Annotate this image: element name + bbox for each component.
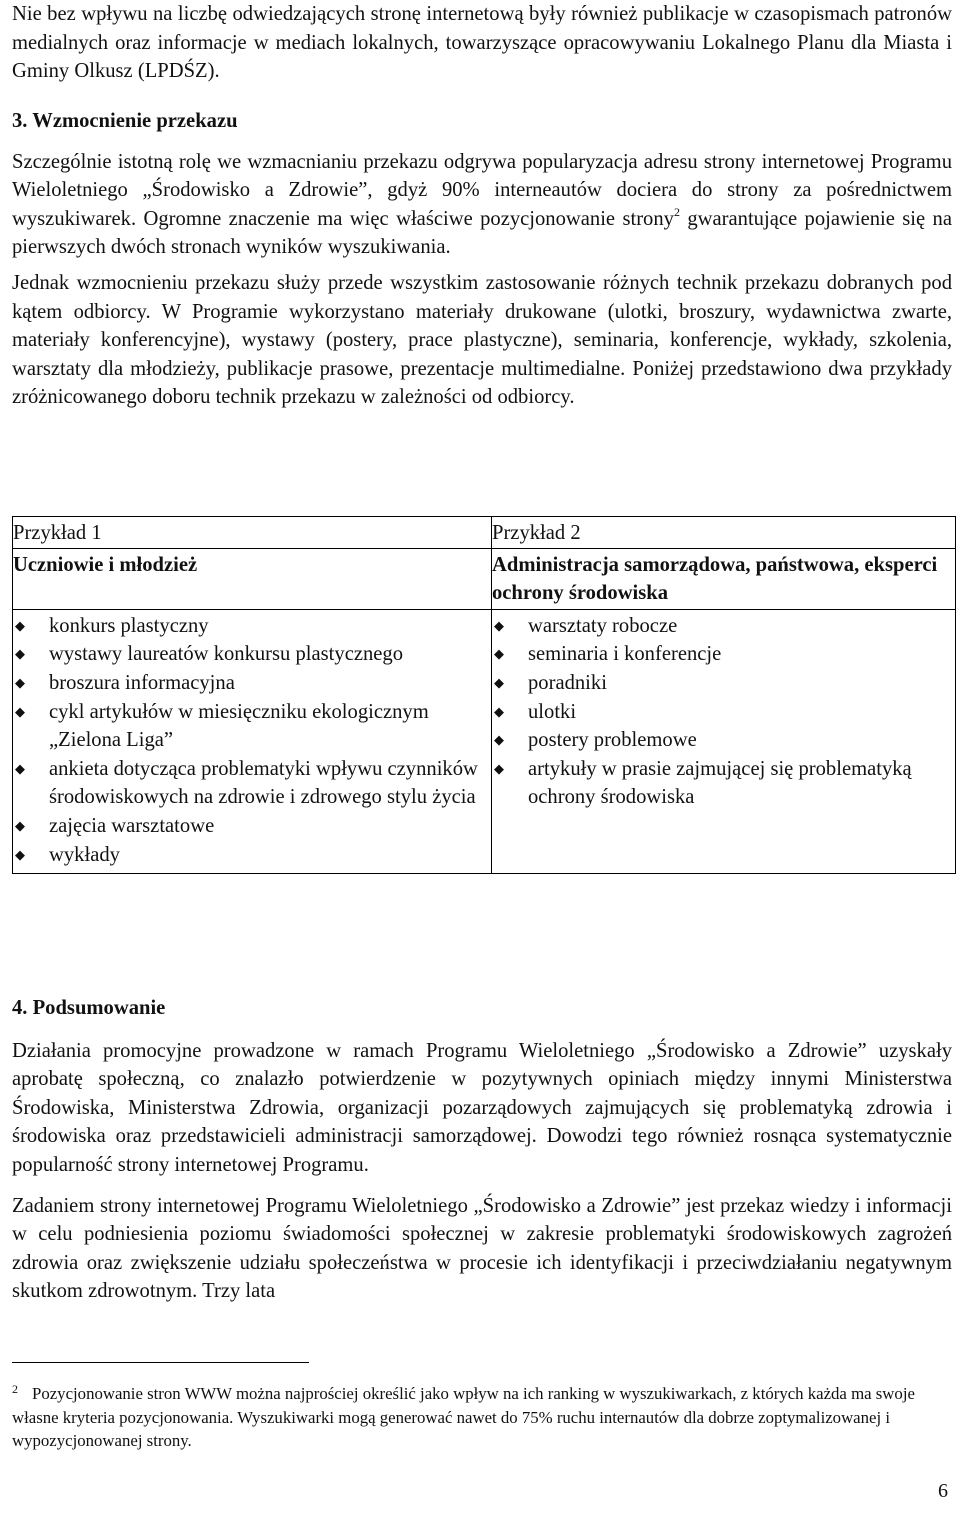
examples-audience-row: [13, 548, 956, 609]
example-1-audience: Uczniowie i młodzież: [13, 548, 492, 609]
list-item-text: poradniki: [528, 671, 607, 694]
list-item-text: warsztaty robocze: [528, 614, 678, 637]
example-2-audience: Administracja samorządowa, państwowa, eksperci ochrony środowiska: [492, 548, 956, 609]
list-item: [492, 755, 951, 812]
list-item: [492, 640, 951, 669]
list-item-text: konkurs plastyczny: [49, 614, 209, 637]
list-item-text: postery problemowe: [528, 729, 697, 752]
diamond-bullet-icon: ◆: [494, 674, 504, 690]
list-item-text: ankieta dotycząca problematyki wpływu czynników środowiskowych na zdrowie i zdrowego stylu życia: [49, 757, 478, 809]
example-1-title: Przykład 1: [13, 517, 492, 549]
list-item: [13, 755, 487, 812]
example-2-list-cell: [492, 609, 956, 873]
example-2-list: [492, 612, 951, 812]
diamond-bullet-icon: ◆: [15, 846, 25, 862]
list-item: [13, 640, 487, 669]
footnote-separator: [12, 1362, 309, 1363]
section-4-paragraph-2: Zadaniem strony internetowej Programu Wieloletniego „Środowisko a Zdrowie” jest przekaz wiedzy i informacji w celu podniesienia poziomu świadomości społecznej w zakresie problematyki środowiskowych zagrożeń zdrowia oraz zwiększenie udziału społeczeństwa w procesie ich identyfikacji i przeciwdziałaniu negatywnym skutkom zdrowotnym. Trzy lata: [12, 1194, 952, 1303]
diamond-bullet-icon: ◆: [494, 760, 504, 776]
diamond-bullet-icon: ◆: [15, 817, 25, 833]
list-item: [492, 726, 951, 755]
diamond-bullet-icon: ◆: [494, 703, 504, 719]
footnote: [12, 1378, 948, 1453]
list-item-text: broszura informacyjna: [49, 671, 235, 694]
list-item: [13, 812, 487, 841]
section-4-heading: 4. Podsumowanie: [12, 997, 166, 1019]
diamond-bullet-icon: ◆: [494, 646, 504, 662]
section-3-p1-text-end: gwarantujące pojawienie się na pierwszych dwóch stronach wyników wyszukiwania.: [12, 207, 952, 259]
section-3: [12, 107, 952, 412]
diamond-bullet-icon: ◆: [15, 674, 25, 690]
list-item-text: wykłady: [49, 843, 120, 866]
list-item: [13, 612, 487, 641]
section-3-p1-text: Szczególnie istotną rolę we wzmacnianiu przekazu odgrywa popularyzacja adresu strony internetowej Programu Wieloletniego „Środowisko a Zdrowie”, gdyż 90% interneautów dociera do strony za pośrednictwem wyszukiwarek. Ogromne znaczenie ma więc właściwe pozycjonowanie strony: [12, 150, 952, 230]
example-1-list: [13, 612, 487, 869]
list-item-text: artykuły w prasie zajmującej się problematyką ochrony środowiska: [528, 757, 912, 809]
examples-header-row: [13, 517, 956, 549]
diamond-bullet-icon: ◆: [15, 703, 25, 719]
footnote-text: Pozycjonowanie stron WWW można najprościej określić jako wpływ na ich ranking w wyszukiwarkach, z których każda ma swoje własne kryteria pozycjonowania. Wyszukiwarki mogą generować nawet do 75% ruchu internautów dla dobrze zoptymalizowanej i wypozycjonowanej strony.: [12, 1384, 915, 1450]
intro-block: [12, 0, 952, 86]
list-item: [492, 698, 951, 727]
footnote-number: 2: [12, 1382, 18, 1396]
examples-list-row: [13, 609, 956, 873]
diamond-bullet-icon: ◆: [494, 732, 504, 748]
page-number: 6: [938, 1480, 948, 1502]
list-item: [13, 841, 487, 870]
list-item-text: zajęcia warsztatowe: [49, 814, 215, 837]
section-3-paragraph-1: [12, 148, 952, 262]
list-item-text: cykl artykułów w miesięczniku ekologicznym „Zielona Liga”: [49, 700, 429, 752]
section-4: [12, 994, 952, 1306]
diamond-bullet-icon: ◆: [15, 760, 25, 776]
list-item-text: wystawy laureatów konkursu plastycznego: [49, 643, 404, 666]
diamond-bullet-icon: ◆: [15, 617, 25, 633]
footnote-reference[interactable]: 2: [673, 204, 680, 219]
section-3-paragraph-2: Jednak wzmocnieniu przekazu służy przede wszystkim zastosowanie różnych technik przekazu dobranych pod kątem odbiorcy. W Programie wykorzystano materiały drukowane (ulotki, broszury, wydawnictwa zwarte, materiały konferencyjne), wystawy (postery, prace plastyczne), seminaria, konferencje, wykłady, szkolenia, warsztaty dla młodzieży, publikacje prasowe, prezentacje multimedialne. Poniżej przedstawiono dwa przykłady zróżnicowanego doboru technik przekazu w zależności od odbiorcy.: [12, 271, 952, 409]
section-4-paragraph-1: Działania promocyjne prowadzone w ramach Programu Wieloletniego „Środowisko a Zdrowie” uzyskały aprobatę społeczną, co znalazło potwierdzenie w pozytywnych opiniach między innymi Ministerstwa Środowiska, Ministerstwa Zdrowia, organizacji pozarządowych zajmujących się problematyką zdrowia i środowiska oraz przedstawicieli administracji samorządowej. Dowodzi tego również rosnąca systematycznie popularność strony internetowej Programu.: [12, 1039, 952, 1176]
example-2-title: Przykład 2: [492, 517, 956, 549]
list-item: [13, 669, 487, 698]
list-item-text: seminaria i konferencje: [528, 643, 722, 666]
intro-paragraph: Nie bez wpływu na liczbę odwiedzających stronę internetową były również publikacje w czasopismach patronów medialnych oraz informacje w mediach lokalnych, towarzyszące opracowywaniu Lokalnego Planu dla Miasta i Gminy Olkusz (LPDŚZ).: [12, 3, 952, 83]
list-item-text: ulotki: [528, 700, 577, 723]
diamond-bullet-icon: ◆: [15, 646, 25, 662]
section-3-heading: 3. Wzmocnienie przekazu: [12, 110, 238, 132]
examples-table: [12, 516, 956, 874]
list-item: [492, 669, 951, 698]
list-item: [13, 698, 487, 755]
diamond-bullet-icon: ◆: [494, 617, 504, 633]
example-1-list-cell: [13, 609, 492, 873]
list-item: [492, 612, 951, 641]
